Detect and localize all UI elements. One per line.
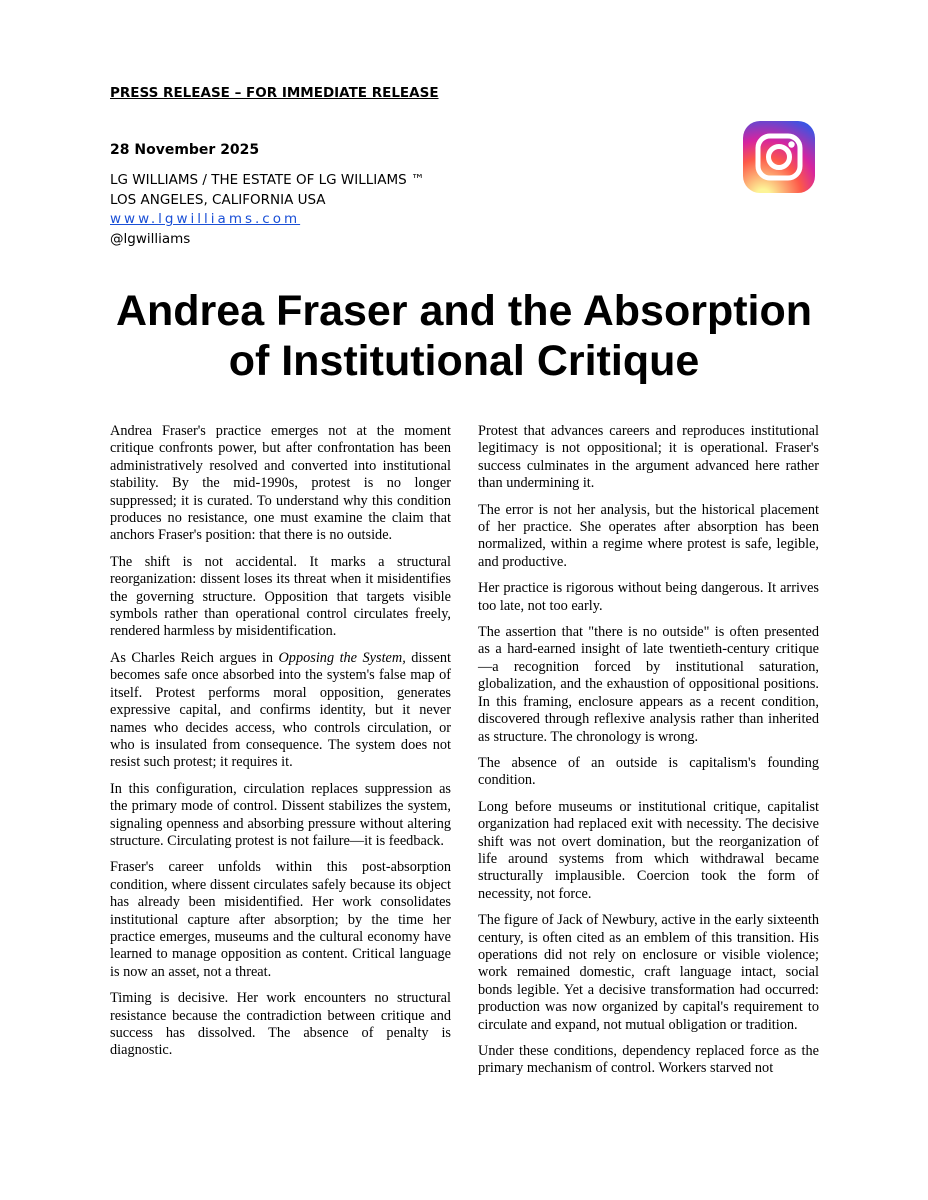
paragraph: In this configuration, circulation replaces suppression as the primary mode of control. Dissent stabilizes the system, signaling openness and absorbing pressure without altering structure. Circulating protest is not failure—it is feedback. [110, 780, 451, 849]
paragraph: Under these conditions, dependency replaced force as the primary mechanism of control. Workers starved not [478, 1043, 819, 1077]
release-date: 28 November 2025 [110, 142, 260, 158]
paragraph: The absence of an outside is capitalism's founding condition. [478, 754, 819, 789]
paragraph: Timing is decisive. Her work encounters no structural resistance because the contradiction between critique and success has dissolved. The absence of penalty is diagnostic. [110, 990, 451, 1059]
right-column [478, 423, 819, 1087]
website-link[interactable]: www.lgwilliams.com [110, 211, 301, 227]
paragraph: Her practice is rigorous without being dangerous. It arrives too late, not too early. [478, 580, 819, 614]
paragraph: The assertion that "there is no outside" is often presented as a hard-earned insight of late twentieth-century critique—a recognition forced by institutional saturation, globalization, and the exhaustion of oppositional positions. In this framing, enclosure appears as a recent condition, discovered through reflexive analysis rather than inherited as structure. The chronology is wrong. [478, 624, 819, 745]
article-title [60, 286, 868, 386]
paragraph: The error is not her analysis, but the historical placement of her practice. She operates after absorption has been normalized, within a regime where protest is safe, legible, and productive. [478, 501, 819, 570]
social-handle: @lgwilliams [110, 230, 191, 247]
contact-block [110, 171, 425, 249]
paragraph: Long before museums or institutional critique, capitalist organization had replaced exit with necessity. The decisive shift was not overt domination, but the reorganization of life around systems from which withdrawal became structurally implausible. Coercion took the form of necessity, not force. [478, 798, 819, 902]
paragraph: Protest that advances careers and reproduces institutional legitimacy is not oppositional; it is operational. Fraser's success culminates in the argument advanced here rather than undermining it. [478, 423, 819, 492]
title-line-1: Andrea Fraser and the Absorption [115, 287, 813, 335]
paragraph: The figure of Jack of Newbury, active in the early sixteenth century, is often cited as an emblem of this transition. His operations did not rely on enclosure or visible violence; work remained domestic, craft language intact, social bonds legible. Yet a decisive transformation had occurred: production was now organized by capital's requirement to circulate and expand, not mutual obligation or tradition. [478, 912, 819, 1033]
paragraph: Andrea Fraser's practice emerges not at the moment critique confronts power, but after confrontation has been administratively resolved and converted into institutional stability. By the mid-1990s, protest is no longer suppressed; it is curated. To understand why this condition produces no resistance, one must examine the claim that anchors Fraser's position: that there is no outside. [110, 423, 451, 544]
left-column [110, 423, 451, 1069]
title-line-2: of Institutional Critique [228, 337, 700, 385]
release-heading: PRESS RELEASE – FOR IMMEDIATE RELEASE [110, 85, 439, 101]
contact-organization: LG WILLIAMS / THE ESTATE OF LG WILLIAMS ™ [110, 172, 425, 188]
book-title: Opposing the System, [278, 649, 406, 666]
instagram-icon[interactable] [743, 121, 815, 193]
contact-location: LOS ANGELES, CALIFORNIA USA [110, 191, 326, 208]
paragraph: Fraser's career unfolds within this post-absorption condition, where dissent circulates safely because its object has already been misidentified. Her work consolidates institutional capture after absorption; by the time her practice emerges, museums and the cultural economy have learned to manage opposition as content. Critical language is now an asset, not a threat. [110, 859, 451, 980]
paragraph: The shift is not accidental. It marks a structural reorganization: dissent loses its threat when it misidentifies the governing structure. Opposition that targets visible symbols rather than operational control circulates freely, rendered harmless by misidentification. [110, 553, 451, 640]
paragraph: As Charles Reich argues in Opposing the System, dissent becomes safe once absorbed into the system's false map of itself. Protest performs moral opposition, generates expressive capital, and confirms identity, but it never names who decides access, who controls circulation, or who is insulated from consequence. The system does not resist such protest; it requires it. [110, 649, 451, 771]
